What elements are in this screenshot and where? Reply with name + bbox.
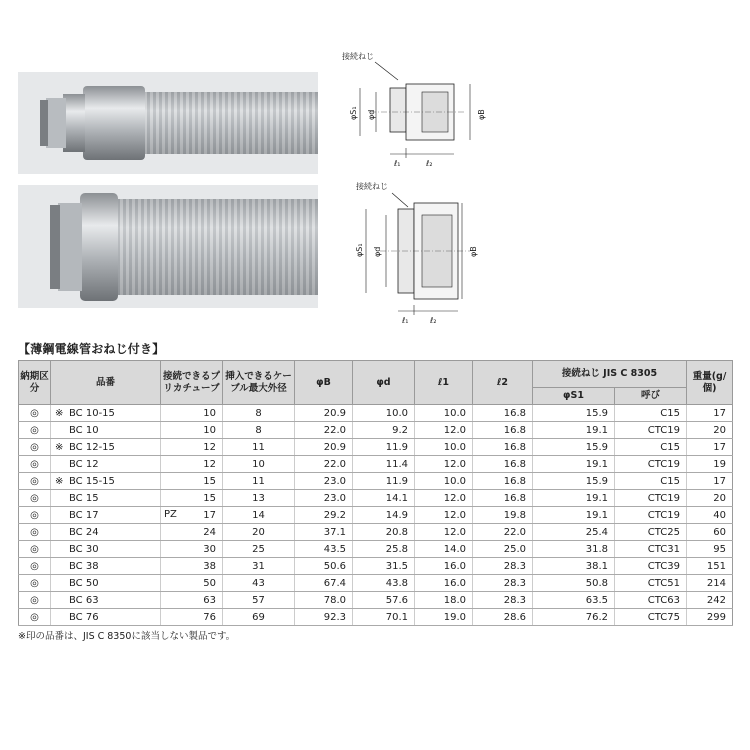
- l2-value: 25.0: [473, 541, 533, 558]
- table-row: [19, 558, 733, 575]
- phi-b-value: 78.0: [295, 592, 353, 609]
- phi-s1-value: 38.1: [533, 558, 615, 575]
- delivery-mark: ◎: [19, 439, 51, 456]
- cable-max-diameter: 57: [223, 592, 295, 609]
- tube-size-value: 63: [203, 594, 216, 606]
- svg-text:φS₁: φS₁: [349, 106, 358, 120]
- weight-value: 151: [687, 558, 733, 575]
- l2-value: 28.3: [473, 592, 533, 609]
- header-weight: 重量(g/個): [687, 361, 733, 405]
- l1-value: 16.0: [415, 558, 473, 575]
- cable-max-diameter: 10: [223, 456, 295, 473]
- l1-value: 18.0: [415, 592, 473, 609]
- thread-call: CTC19: [615, 490, 687, 507]
- footnote: ※印の品番は、JIS C 8350に該当しない製品です。: [18, 631, 236, 642]
- table-row: [19, 490, 733, 507]
- model-label: BC 76: [69, 611, 99, 623]
- header-delivery: 納期区分: [19, 361, 51, 405]
- phi-d-value: 43.8: [353, 575, 415, 592]
- phi-s1-value: 50.8: [533, 575, 615, 592]
- model-number: [51, 575, 161, 592]
- l2-value: 28.3: [473, 558, 533, 575]
- model-number: [51, 558, 161, 575]
- cable-max-diameter: 31: [223, 558, 295, 575]
- header-model: 品番: [51, 361, 161, 405]
- thread-call: CTC19: [615, 456, 687, 473]
- phi-d-value: 25.8: [353, 541, 415, 558]
- model-label: BC 15-15: [69, 475, 115, 487]
- svg-text:ℓ₂: ℓ₂: [430, 316, 437, 325]
- tube-size-value: 50: [203, 577, 216, 589]
- phi-s1-value: 19.1: [533, 490, 615, 507]
- delivery-mark: ◎: [19, 541, 51, 558]
- l2-value: 16.8: [473, 490, 533, 507]
- l1-value: 10.0: [415, 405, 473, 422]
- thread-call: C15: [615, 473, 687, 490]
- cable-max-diameter: 69: [223, 609, 295, 626]
- svg-text:ℓ₁: ℓ₁: [402, 316, 409, 325]
- delivery-mark: ◎: [19, 473, 51, 490]
- connector-thread-label-2: 接続ねじ: [356, 182, 388, 191]
- table-row: [19, 592, 733, 609]
- weight-value: 95: [687, 541, 733, 558]
- table-row: [19, 422, 733, 439]
- l1-value: 12.0: [415, 456, 473, 473]
- tube-size-value: 10: [203, 424, 216, 436]
- cable-max-diameter: 20: [223, 524, 295, 541]
- l1-value: 10.0: [415, 439, 473, 456]
- cable-max-diameter: 13: [223, 490, 295, 507]
- l1-value: 12.0: [415, 524, 473, 541]
- weight-value: 20: [687, 422, 733, 439]
- phi-s1-value: 25.4: [533, 524, 615, 541]
- model-label: BC 50: [69, 577, 99, 589]
- header-l1: ℓ1: [415, 361, 473, 405]
- l2-value: 28.3: [473, 575, 533, 592]
- tube-size-value: 24: [203, 526, 216, 538]
- thread-call: CTC19: [615, 422, 687, 439]
- delivery-mark: ◎: [19, 490, 51, 507]
- phi-s1-value: 19.1: [533, 507, 615, 524]
- header-phi-b: φB: [295, 361, 353, 405]
- delivery-mark: ◎: [19, 609, 51, 626]
- l1-value: 16.0: [415, 575, 473, 592]
- phi-b-value: 20.9: [295, 439, 353, 456]
- product-photo-bottom: [18, 185, 318, 308]
- l2-value: 16.8: [473, 422, 533, 439]
- weight-value: 40: [687, 507, 733, 524]
- phi-b-value: 92.3: [295, 609, 353, 626]
- tube-size: [161, 473, 223, 490]
- tube-size: [161, 558, 223, 575]
- thread-call: CTC25: [615, 524, 687, 541]
- phi-b-value: 29.2: [295, 507, 353, 524]
- phi-b-value: 20.9: [295, 405, 353, 422]
- model-number: [51, 524, 161, 541]
- weight-value: 19: [687, 456, 733, 473]
- tube-size: [161, 609, 223, 626]
- thread-call: CTC75: [615, 609, 687, 626]
- connector-thread-label: 接続ねじ: [342, 52, 374, 61]
- phi-b-value: 22.0: [295, 422, 353, 439]
- phi-b-value: 50.6: [295, 558, 353, 575]
- phi-d-value: 14.9: [353, 507, 415, 524]
- table-row: [19, 609, 733, 626]
- svg-text:φB: φB: [477, 109, 486, 120]
- tube-size-value: 17: [203, 509, 216, 521]
- cable-max-diameter: 8: [223, 405, 295, 422]
- model-number: [51, 490, 161, 507]
- phi-b-value: 37.1: [295, 524, 353, 541]
- tube-size: [161, 490, 223, 507]
- phi-s1-value: 19.1: [533, 422, 615, 439]
- phi-s1-value: 63.5: [533, 592, 615, 609]
- l1-value: 14.0: [415, 541, 473, 558]
- table-row: [19, 405, 733, 422]
- weight-value: 20: [687, 490, 733, 507]
- model-label: BC 24: [69, 526, 99, 538]
- thread-call: C15: [615, 405, 687, 422]
- svg-text:ℓ₂: ℓ₂: [426, 159, 433, 168]
- table-row: [19, 575, 733, 592]
- thread-call: CTC31: [615, 541, 687, 558]
- l2-value: 16.8: [473, 473, 533, 490]
- thread-call: C15: [615, 439, 687, 456]
- l1-value: 12.0: [415, 507, 473, 524]
- cable-max-diameter: 11: [223, 439, 295, 456]
- tube-type-label: PZ: [164, 509, 177, 520]
- tube-size-value: 38: [203, 560, 216, 572]
- phi-d-value: 14.1: [353, 490, 415, 507]
- header-thread: 接続ねじ JIS C 8305: [533, 361, 687, 388]
- phi-d-value: 20.8: [353, 524, 415, 541]
- tube-size: [161, 422, 223, 439]
- table-row: [19, 456, 733, 473]
- l1-value: 12.0: [415, 422, 473, 439]
- weight-value: 242: [687, 592, 733, 609]
- tube-size-value: 76: [203, 611, 216, 623]
- tube-size: [161, 592, 223, 609]
- phi-d-value: 11.9: [353, 439, 415, 456]
- weight-value: 17: [687, 439, 733, 456]
- cable-max-diameter: 25: [223, 541, 295, 558]
- tube-size: [161, 541, 223, 558]
- tube-size-value: 10: [203, 407, 216, 419]
- svg-text:φB: φB: [469, 246, 478, 257]
- phi-b-value: 67.4: [295, 575, 353, 592]
- delivery-mark: ◎: [19, 524, 51, 541]
- phi-d-value: 57.6: [353, 592, 415, 609]
- phi-b-value: 23.0: [295, 490, 353, 507]
- l2-value: 22.0: [473, 524, 533, 541]
- phi-d-value: 70.1: [353, 609, 415, 626]
- model-number: [51, 541, 161, 558]
- phi-s1-value: 15.9: [533, 473, 615, 490]
- model-number: [51, 439, 161, 456]
- phi-s1-value: 19.1: [533, 456, 615, 473]
- weight-value: 214: [687, 575, 733, 592]
- phi-s1-value: 76.2: [533, 609, 615, 626]
- l2-value: 16.8: [473, 456, 533, 473]
- phi-d-value: 11.9: [353, 473, 415, 490]
- thread-call: CTC51: [615, 575, 687, 592]
- cable-max-diameter: 43: [223, 575, 295, 592]
- weight-value: 17: [687, 405, 733, 422]
- delivery-mark: ◎: [19, 507, 51, 524]
- l2-value: 16.8: [473, 439, 533, 456]
- model-label: BC 17: [69, 509, 99, 521]
- model-number: [51, 422, 161, 439]
- model-number: [51, 609, 161, 626]
- header-phi-d: φd: [353, 361, 415, 405]
- delivery-mark: ◎: [19, 405, 51, 422]
- dimension-drawing-bottom: [330, 175, 500, 325]
- tube-size: [161, 575, 223, 592]
- l2-value: 19.8: [473, 507, 533, 524]
- model-label: BC 30: [69, 543, 99, 555]
- model-number: [51, 405, 161, 422]
- tube-size-value: 30: [203, 543, 216, 555]
- phi-b-value: 23.0: [295, 473, 353, 490]
- table-row: [19, 524, 733, 541]
- tube-size: [161, 456, 223, 473]
- thread-call: CTC19: [615, 507, 687, 524]
- weight-value: 299: [687, 609, 733, 626]
- delivery-mark: ◎: [19, 575, 51, 592]
- tube-size: [161, 507, 223, 524]
- phi-s1-value: 15.9: [533, 439, 615, 456]
- delivery-mark: ◎: [19, 456, 51, 473]
- spec-table: [18, 360, 733, 626]
- header-cable: 挿入できるケーブル最大外径: [223, 361, 295, 405]
- l2-value: 28.6: [473, 609, 533, 626]
- non-jis-note-mark: ※: [55, 407, 64, 419]
- model-number: [51, 473, 161, 490]
- table-row: [19, 473, 733, 490]
- tube-size: [161, 524, 223, 541]
- model-label: BC 12: [69, 458, 99, 470]
- l1-value: 12.0: [415, 490, 473, 507]
- phi-d-value: 9.2: [353, 422, 415, 439]
- l2-value: 16.8: [473, 405, 533, 422]
- weight-value: 60: [687, 524, 733, 541]
- tube-size-value: 15: [203, 475, 216, 487]
- tube-size: [161, 439, 223, 456]
- phi-d-value: 10.0: [353, 405, 415, 422]
- thread-call: CTC39: [615, 558, 687, 575]
- header-call: 呼び: [615, 388, 687, 405]
- phi-d-value: 31.5: [353, 558, 415, 575]
- cable-max-diameter: 14: [223, 507, 295, 524]
- model-number: [51, 592, 161, 609]
- phi-d-value: 11.4: [353, 456, 415, 473]
- table-row: [19, 507, 733, 524]
- svg-text:φd: φd: [367, 109, 376, 120]
- tube-size-value: 15: [203, 492, 216, 504]
- tube-size-value: 12: [203, 458, 216, 470]
- phi-b-value: 43.5: [295, 541, 353, 558]
- l1-value: 10.0: [415, 473, 473, 490]
- delivery-mark: ◎: [19, 558, 51, 575]
- phi-b-value: 22.0: [295, 456, 353, 473]
- section-title: 【薄鋼電線管おねじ付き】: [18, 342, 165, 356]
- model-label: BC 38: [69, 560, 99, 572]
- header-tube: 接続できるプリカチューブ: [161, 361, 223, 405]
- non-jis-note-mark: ※: [55, 441, 64, 453]
- delivery-mark: ◎: [19, 592, 51, 609]
- cable-max-diameter: 8: [223, 422, 295, 439]
- non-jis-note-mark: ※: [55, 475, 64, 487]
- model-label: BC 63: [69, 594, 99, 606]
- svg-text:φd: φd: [373, 246, 382, 257]
- tube-size: [161, 405, 223, 422]
- table-row: [19, 439, 733, 456]
- product-photo-top: [18, 72, 318, 174]
- table-row: [19, 541, 733, 558]
- model-number: [51, 456, 161, 473]
- phi-s1-value: 15.9: [533, 405, 615, 422]
- dimension-drawing-top: [330, 42, 500, 177]
- phi-s1-value: 31.8: [533, 541, 615, 558]
- delivery-mark: ◎: [19, 422, 51, 439]
- model-number: [51, 507, 161, 524]
- header-l2: ℓ2: [473, 361, 533, 405]
- model-label: BC 12-15: [69, 441, 115, 453]
- l1-value: 19.0: [415, 609, 473, 626]
- svg-text:ℓ₁: ℓ₁: [394, 159, 401, 168]
- tube-size-value: 12: [203, 441, 216, 453]
- model-label: BC 10-15: [69, 407, 115, 419]
- thread-call: CTC63: [615, 592, 687, 609]
- model-label: BC 15: [69, 492, 99, 504]
- model-label: BC 10: [69, 424, 99, 436]
- header-phi-s1: φS1: [533, 388, 615, 405]
- cable-max-diameter: 11: [223, 473, 295, 490]
- svg-text:φS₁: φS₁: [355, 243, 364, 257]
- weight-value: 17: [687, 473, 733, 490]
